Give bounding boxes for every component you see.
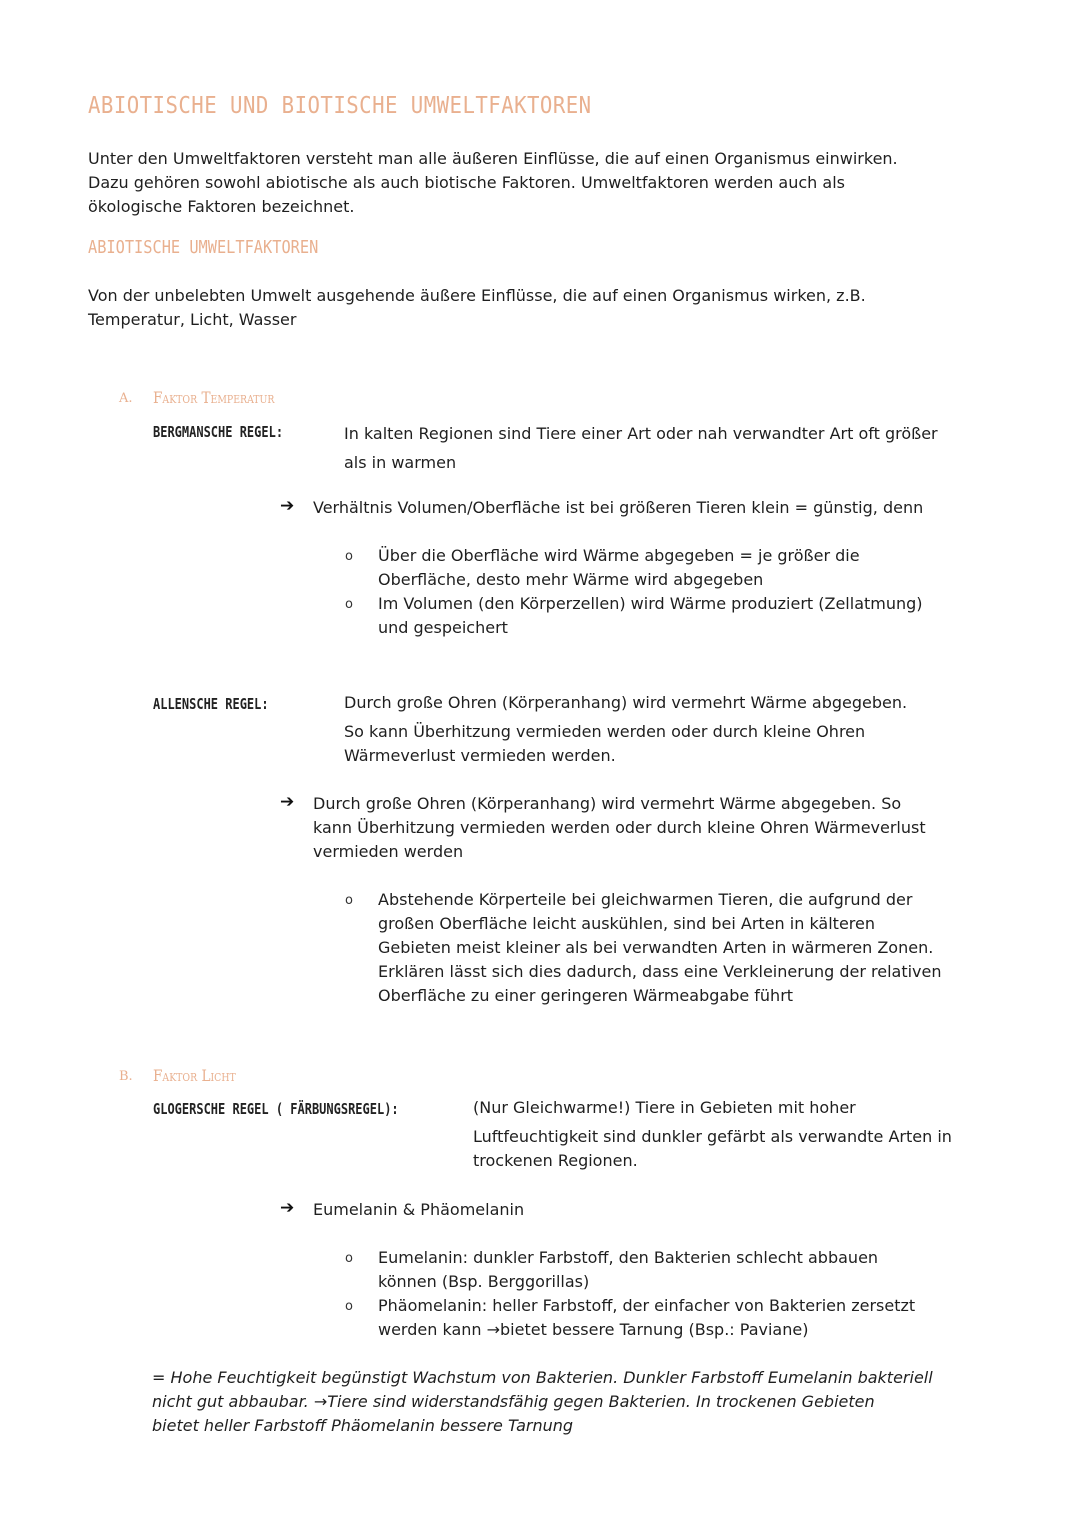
intro-paragraph: [88, 147, 1048, 219]
allen-bullet: [378, 888, 1038, 1008]
bergmann-bullet: [378, 544, 1018, 592]
section-a-title: Faktor Temperatur: [153, 388, 275, 407]
allen-arrow-line: vermieden werden: [313, 842, 464, 861]
bergmann-text: [344, 419, 1024, 477]
allen-text: [344, 691, 1024, 768]
bergmann-text-line: als in warmen: [344, 453, 457, 472]
bullet-line: Oberfläche, desto mehr Wärme wird abgegeben: [378, 570, 764, 589]
arrow-icon: ➔: [280, 1198, 295, 1218]
abiotic-description: [88, 284, 1048, 332]
bullet-icon: o: [345, 1251, 353, 1266]
bergmann-text-line: In kalten Regionen sind Tiere einer Art oder nah verwandter Art oft größer: [344, 424, 938, 443]
abiotic-desc-line: Von der unbelebten Umwelt ausgehende äußere Einflüsse, die auf einen Organismus wirken, z.B.: [88, 286, 866, 305]
allen-arrow-line: kann Überhitzung vermieden werden oder durch kleine Ohren Wärmeverlust: [313, 818, 926, 837]
abiotic-heading: ABIOTISCHE UMWELTFAKTOREN: [88, 237, 319, 258]
bullet-line: Im Volumen (den Körperzellen) wird Wärme produziert (Zellatmung): [378, 594, 923, 613]
bullet-line: und gespeichert: [378, 618, 508, 637]
allen-arrow-text: [313, 792, 1033, 864]
bullet-line: Oberfläche zu einer geringeren Wärmeabgabe führt: [378, 986, 794, 1005]
gloger-bullet: [378, 1294, 1038, 1342]
section-b-letter: B.: [119, 1069, 133, 1084]
section-a-letter: A.: [119, 391, 133, 406]
section-b-title: Faktor Licht: [153, 1066, 236, 1085]
intro-line: ökologische Faktoren bezeichnet.: [88, 197, 355, 216]
gloger-text-line: (Nur Gleichwarme!) Tiere in Gebieten mit hoher: [473, 1098, 856, 1117]
summary-line: = Hohe Feuchtigkeit begünstigt Wachstum von Bakterien. Dunkler Farbstoff Eumelanin bakteriell: [152, 1368, 933, 1387]
summary-paragraph: [152, 1366, 1032, 1438]
arrow-icon: ➔: [280, 792, 295, 812]
bullet-icon: o: [345, 893, 353, 908]
bergmann-label: BERGMANSCHE REGEL:: [153, 423, 284, 441]
gloger-arrow-text: Eumelanin & Phäomelanin: [313, 1200, 525, 1219]
gloger-text-line: trockenen Regionen.: [473, 1151, 638, 1170]
summary-line: nicht gut abbaubar. →Tiere sind widerstandsfähig gegen Bakterien. In trockenen Gebieten: [152, 1392, 875, 1411]
allen-text-line: Wärmeverlust vermieden werden.: [344, 746, 616, 765]
gloger-text: [473, 1096, 1033, 1173]
bullet-line: Eumelanin: dunkler Farbstoff, den Bakterien schlecht abbauen: [378, 1248, 879, 1267]
gloger-bullet: [378, 1246, 1038, 1294]
bullet-line: Erklären lässt sich dies dadurch, dass eine Verkleinerung der relativen: [378, 962, 942, 981]
bullet-icon: o: [345, 597, 353, 612]
intro-line: Dazu gehören sowohl abiotische als auch biotische Faktoren. Umweltfaktoren werden auch als: [88, 173, 845, 192]
intro-line: Unter den Umweltfaktoren versteht man alle äußeren Einflüsse, die auf einen Organismus einwirken.: [88, 149, 898, 168]
bullet-line: Abstehende Körperteile bei gleichwarmen Tieren, die aufgrund der: [378, 890, 913, 909]
allen-label: ALLENSCHE REGEL:: [153, 695, 269, 713]
bergmann-arrow-text: Verhältnis Volumen/Oberfläche ist bei größeren Tieren klein = günstig, denn: [313, 498, 924, 517]
bullet-line: Gebieten meist kleiner als bei verwandten Arten in wärmeren Zonen.: [378, 938, 934, 957]
arrow-icon: ➔: [280, 496, 295, 516]
bullet-icon: o: [345, 549, 353, 564]
allen-text-line: Durch große Ohren (Körperanhang) wird vermehrt Wärme abgegeben.: [344, 693, 908, 712]
page-title: ABIOTISCHE UND BIOTISCHE UMWELTFAKTOREN: [88, 93, 592, 119]
bullet-line: Phäomelanin: heller Farbstoff, der einfacher von Bakterien zersetzt: [378, 1296, 916, 1315]
summary-line: bietet heller Farbstoff Phäomelanin bessere Tarnung: [152, 1416, 574, 1435]
gloger-label: GLOGERSCHE REGEL ( FÄRBUNGSREGEL):: [153, 1100, 399, 1118]
bergmann-bullet: [378, 592, 1018, 640]
allen-arrow-line: Durch große Ohren (Körperanhang) wird vermehrt Wärme abgegeben. So: [313, 794, 902, 813]
bullet-icon: o: [345, 1299, 353, 1314]
bullet-line: werden kann →bietet bessere Tarnung (Bsp.: Paviane): [378, 1320, 809, 1339]
allen-text-line: So kann Überhitzung vermieden werden oder durch kleine Ohren: [344, 722, 866, 741]
bullet-line: großen Oberfläche leicht auskühlen, sind bei Arten in kälteren: [378, 914, 876, 933]
bullet-line: können (Bsp. Berggorillas): [378, 1272, 590, 1291]
abiotic-desc-line: Temperatur, Licht, Wasser: [88, 310, 297, 329]
gloger-text-line: Luftfeuchtigkeit sind dunkler gefärbt als verwandte Arten in: [473, 1127, 952, 1146]
bullet-line: Über die Oberfläche wird Wärme abgegeben = je größer die: [378, 546, 860, 565]
